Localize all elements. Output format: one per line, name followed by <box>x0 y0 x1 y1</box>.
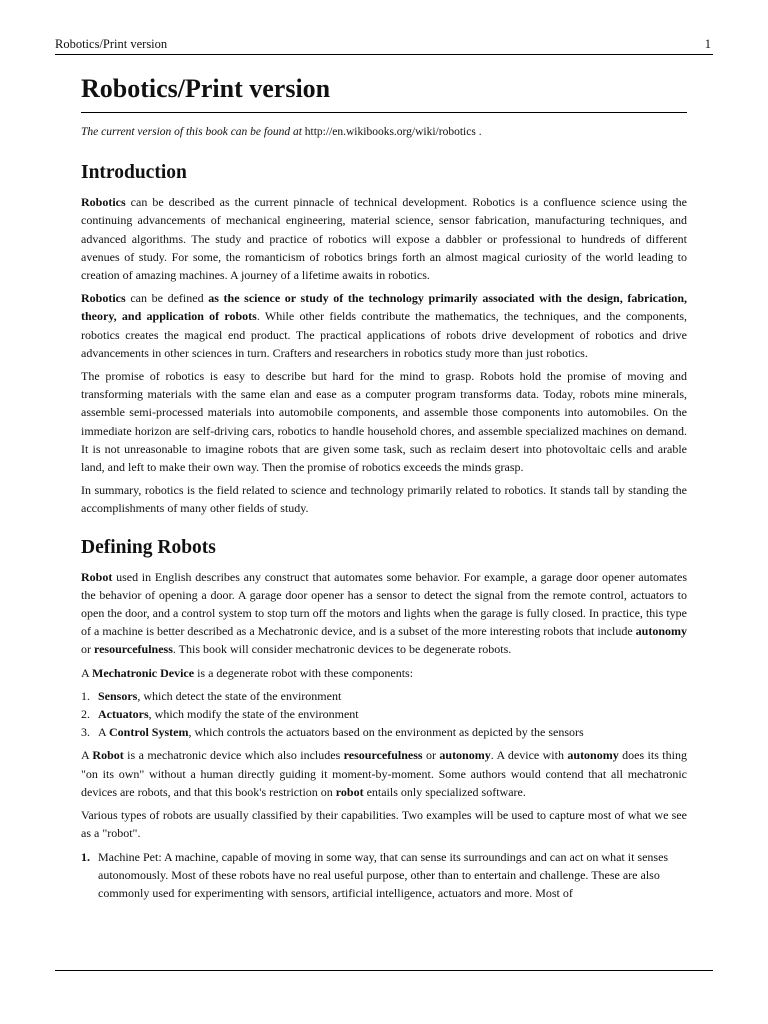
defining-paragraph-1: Robot used in English describes any construct that automates some behavior. For example, a garage door opener automates the behavior of opening a door. A garage door opener has a sensor to detect the signal from the remote control, actuators to open the door, and a control system to stop turn off the motors and lights when the garage is fully closed. In practice, this type of a machine is better described as a Mechatronic device, and is a subset of the more interesting robots that include autonomy or resourcefulness. This book will consider mechatronic devices to be degenerate robots. <box>81 569 687 657</box>
list-item: 1. Machine Pet: A machine, capable of moving in some way, that can sense its surroundings and can act on what it senses autonomously. Most of these robots have no real useful purpose, other than to entertain and challenge. These are also commonly used for experimenting with sensors, artificial intelligence, actuators and more. Most of <box>81 849 669 900</box>
definition-text: as the science or study of the technology primarily associated with the design, fabrication, theory, and application of robots <box>81 291 688 324</box>
running-header-title: Robotics/Print version <box>55 37 168 51</box>
examples-list <box>81 848 687 903</box>
running-header <box>55 34 713 55</box>
defining-paragraph-2: A Mechatronic Device is a degenerate robot with these components: <box>81 665 414 680</box>
list-item: 2. Actuators, which modify the state of the environment <box>81 707 359 722</box>
defining-paragraph-4: Various types of robots are usually classified by their capabilities. Two examples will be used to capture most of what we see as a "robot". <box>81 808 687 841</box>
page-content <box>81 73 687 902</box>
list-item: 1. Sensors, which detect the state of the environment <box>81 688 342 703</box>
defining-paragraph-3: A Robot is a mechatronic device which also includes resourcefulness or autonomy. A device with autonomy does its thing "on its own" without a human directly guiding it moment-by-moment. Some authors would contend that all mechatronic devices are robots, and that this book's restriction on robot entails only specialized software. <box>81 748 687 799</box>
source-link[interactable]: http://en.wikibooks.org/wiki/robotics <box>304 126 476 138</box>
intro-paragraph-1: Robotics can be described as the current pinnacle of technical development. Robotics is a confluence science using the continuing advancements of mechanical engineering, material science, sensor fabrication, manufacturing techniques, and advanced algorithms. The study and practice of robotics will expose a dabbler or professional to hundreds of different avenues of study. For some, the romanticism of robotics brings forth an almost magical curiosity of the world leading to creation of amazing machines. A journey of a lifetime awaits in robotics. <box>81 195 687 283</box>
page-number: 1 <box>704 37 711 51</box>
section-heading-introduction: Introduction <box>81 162 187 184</box>
source-note <box>81 123 687 141</box>
source-note-end: . <box>475 126 482 138</box>
page-title: Robotics/Print version <box>81 73 687 113</box>
list-item: 3. A Control System, which controls the actuators based on the environment as depicted by the sensors <box>81 725 584 740</box>
intro-paragraph-2: Robotics can be defined as the science or study of the technology primarily associated with the design, fabrication, theory, and application of robots. While other fields contribute the mathematics, the techniques, and the components, robotics creates the magical end product. The practical applications of robots drive development of robotics and drive advancements in other sciences in turn. Crafters and researchers in robotics study more than just robotics. <box>81 291 688 360</box>
term-robotics: Robotics <box>81 195 126 210</box>
section-heading-defining-robots: Defining Robots <box>81 536 216 558</box>
intro-paragraph-3: The promise of robotics is easy to describe but hard for the mind to grasp. Robots hold the promise of moving and transforming materials with the same elan and ease as a computer program transforms data. Today, robots mine minerals, assemble semi-processed materials into automobile components, and assemble those components into automobiles. On the immediate horizon are self-driving cars, robotics to handle household chores, and assemble specialized machines on demand. It is not unreasonable to imagine robots that are given some task, such as reclaim desert into photovoltaic cells and arable land, and left to make their own way. Then the promise of robotics exceeds the minds grasp. <box>81 369 687 475</box>
intro-paragraph-4: In summary, robotics is the field related to science and technology primarily related to robotics. It stands tall by standing the accomplishments of many other fields of study. <box>81 483 687 516</box>
source-note-text: The current version of this book can be found at <box>81 126 302 138</box>
footer-divider <box>55 970 713 971</box>
components-list <box>81 687 687 742</box>
